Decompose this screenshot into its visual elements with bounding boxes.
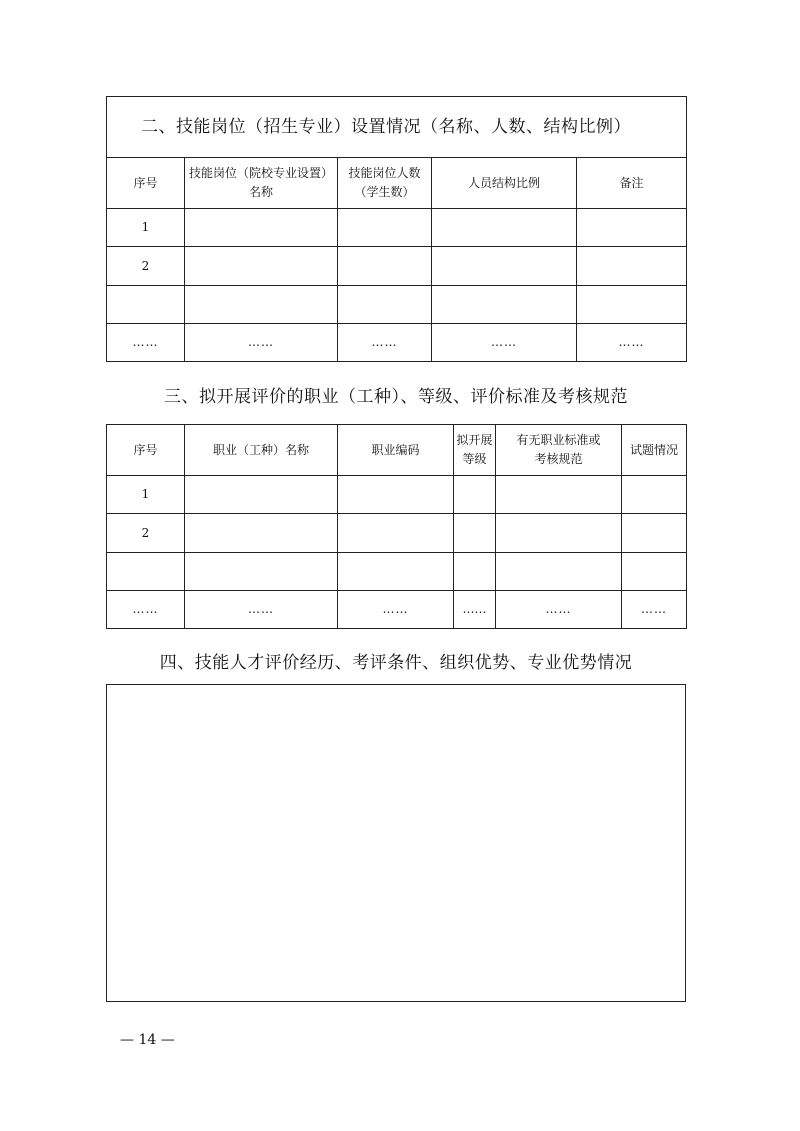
table-cell [622, 476, 687, 514]
header-planned-level-line2: 等级 [462, 452, 487, 466]
table-cell [454, 553, 496, 591]
table-cell [622, 553, 687, 591]
table-row [107, 286, 687, 324]
table-cell [338, 286, 432, 324]
table-cell [338, 514, 454, 553]
table-cell: 2 [107, 247, 185, 286]
table-cell: …… [185, 324, 338, 362]
table-cell [496, 553, 622, 591]
header-index: 序号 [107, 158, 185, 209]
table-cell [432, 247, 577, 286]
header-standard-line2: 考核规范 [534, 452, 583, 466]
table-cell [338, 553, 454, 591]
table-cell [432, 209, 577, 247]
page-number: — 14 — [120, 1032, 175, 1048]
table-cell [622, 514, 687, 553]
header-post-name-line1: 技能岗位（院校专业设置） [188, 166, 333, 180]
table-cell [185, 247, 338, 286]
table-cell: 1 [107, 476, 185, 514]
section4-content-box [106, 684, 686, 1002]
header-post-count-line2: （学生数） [354, 185, 415, 199]
table-cell [107, 286, 185, 324]
header-occupation-name: 职业（工种）名称 [185, 425, 338, 476]
section2-table [106, 96, 687, 362]
table-cell [185, 476, 338, 514]
table-cell: …… [432, 324, 577, 362]
header-standard [496, 425, 622, 476]
table-cell [338, 476, 454, 514]
table-row [107, 514, 687, 553]
table-cell [185, 553, 338, 591]
table-cell [185, 209, 338, 247]
section4-title: 四、技能人才评价经历、考评条件、组织优势、专业优势情况 [159, 653, 633, 673]
table-cell: …… [496, 591, 622, 629]
table-cell [185, 514, 338, 553]
table-row [107, 553, 687, 591]
table-row [107, 324, 687, 362]
header-planned-level-line1: 拟开展 [456, 433, 493, 447]
table-cell [338, 247, 432, 286]
table-cell: …… [107, 324, 185, 362]
header-planned-level [454, 425, 496, 476]
header-post-count [338, 158, 432, 209]
table-cell [185, 286, 338, 324]
table-row [107, 209, 687, 247]
table-cell [338, 209, 432, 247]
table-cell: …… [338, 324, 432, 362]
table-cell: …… [185, 591, 338, 629]
table-cell [577, 286, 687, 324]
header-exam-questions: 试题情况 [622, 425, 687, 476]
header-remarks: 备注 [577, 158, 687, 209]
header-post-name [185, 158, 338, 209]
header-post-count-line1: 技能岗位人数 [348, 166, 421, 180]
table-cell [454, 476, 496, 514]
table-cell [496, 514, 622, 553]
header-structure-ratio: 人员结构比例 [432, 158, 577, 209]
header-index: 序号 [107, 425, 185, 476]
table-cell [432, 286, 577, 324]
table-row [107, 591, 687, 629]
header-post-name-line2: 名称 [248, 185, 273, 199]
table-cell [577, 247, 687, 286]
table-cell: …… [454, 591, 496, 629]
table-cell: 2 [107, 514, 185, 553]
section3-table [106, 424, 687, 629]
header-occupation-code: 职业编码 [338, 425, 454, 476]
table-cell: …… [107, 591, 185, 629]
table-row [107, 247, 687, 286]
table-cell [107, 553, 185, 591]
table-cell: …… [577, 324, 687, 362]
table-cell [577, 209, 687, 247]
section2-title: 二、技能岗位（招生专业）设置情况（名称、人数、结构比例） [107, 97, 687, 158]
table-cell: …… [622, 591, 687, 629]
table-cell: 1 [107, 209, 185, 247]
header-standard-line1: 有无职业标准或 [516, 433, 601, 447]
table-cell [454, 514, 496, 553]
table-cell [496, 476, 622, 514]
section3-title: 三、拟开展评价的职业（工种）、等级、评价标准及考核规范 [164, 387, 628, 407]
table-row [107, 476, 687, 514]
table-cell: …… [338, 591, 454, 629]
